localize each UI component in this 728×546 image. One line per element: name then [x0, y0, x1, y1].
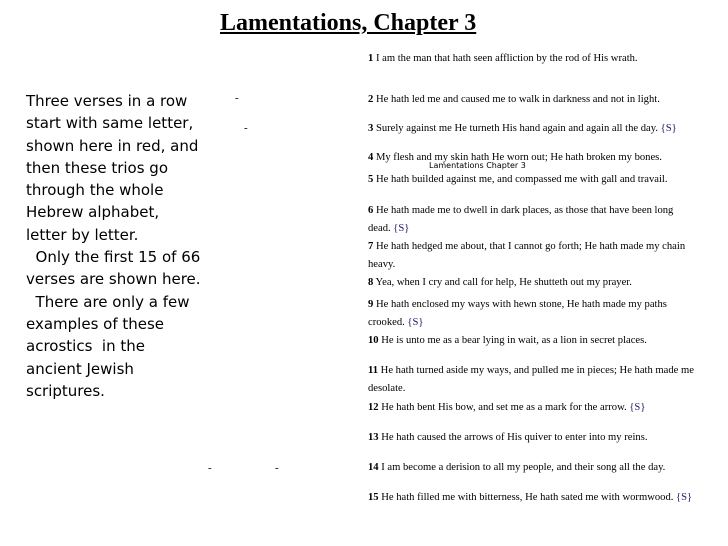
verse-text: He is unto me as a bear lying in wait, as a lion in secret places. [378, 335, 647, 346]
verse-number: 2 [368, 94, 374, 105]
note-paragraph: Three verses in a row start with same letter, shown here in red, and then these trios go through the whole Hebrew alphabet, letter by letter. [26, 92, 204, 244]
verse-text: Yea, when I cry and call for help, He shutteth out my prayer. [373, 277, 632, 288]
verse [368, 332, 698, 350]
verse-number: 4 [368, 152, 374, 163]
verse [368, 91, 698, 109]
verse-number: 5 [368, 174, 374, 185]
verse-number: 6 [368, 205, 374, 216]
verse-text: My flesh and my skin hath He worn out; He hath broken my bones. [373, 152, 662, 163]
verse [368, 171, 698, 189]
verse [368, 459, 698, 477]
verse-number: 3 [368, 123, 374, 134]
verse [368, 489, 698, 507]
verse-number: 7 [368, 241, 374, 252]
verse-text: Surely against me He turneth His hand again and again all the day. [373, 123, 661, 134]
verse [368, 399, 698, 417]
verse-number: 12 [368, 402, 379, 413]
verse-number: 14 [368, 462, 379, 473]
verse-number: 10 [368, 335, 379, 346]
note-paragraph: There are only a few examples of these acrostics in the ancient Jewish scriptures. [26, 292, 195, 400]
verse-number: 15 [368, 492, 379, 503]
verse-text: He hath led me and caused me to walk in darkness and not in light. [373, 94, 660, 105]
verse-text: He hath enclosed my ways with hewn stone, He hath made my paths crooked. [368, 299, 667, 328]
dash-mark: - [235, 92, 239, 104]
chapter-caption: Lamentations Chapter 3 [429, 161, 526, 170]
dash-mark: - [275, 462, 279, 474]
verse-text: He hath builded against me, and compassed me with gall and travail. [373, 174, 668, 185]
verse [368, 274, 698, 292]
dash-mark: - [244, 122, 248, 134]
verse-text: He hath hedged me about, that I cannot go forth; He hath made my chain heavy. [368, 241, 686, 270]
verse [368, 50, 698, 68]
verse [368, 149, 698, 167]
verse-text: He hath caused the arrows of His quiver to enter into my reins. [378, 432, 648, 443]
verse [368, 238, 698, 274]
verse-number: 11 [368, 365, 379, 376]
verse-text: He hath made me to dwell in dark places, as those that have been long dead. [368, 205, 674, 234]
verse-number: 9 [368, 299, 374, 310]
section-marker: {S} [629, 402, 646, 413]
explanatory-note [26, 90, 206, 402]
verse-number: 13 [368, 432, 379, 443]
verse-text: He hath turned aside my ways, and pulled me in pieces; He hath made me desolate. [368, 365, 694, 394]
verse [368, 429, 698, 447]
verse-text: He hath filled me with bitterness, He hath sated me with wormwood. [378, 492, 677, 503]
verse-number: 1 [368, 53, 374, 64]
section-marker: {S} [407, 317, 424, 328]
section-marker: {S} [393, 223, 410, 234]
page-title: Lamentations, Chapter 3 [220, 10, 477, 36]
verse [368, 296, 698, 332]
section-marker: {S} [676, 492, 693, 503]
verse-text: I am the man that hath seen affliction by the rod of His wrath. [373, 53, 638, 64]
verse-text: I am become a derision to all my people, and their song all the day. [378, 462, 666, 473]
verse-number: 8 [368, 277, 374, 288]
note-paragraph: Only the first 15 of 66 verses are shown here. [26, 248, 206, 289]
verse [368, 120, 698, 138]
dash-mark: - [208, 462, 212, 474]
verse-text: He hath bent His bow, and set me as a mark for the arrow. [378, 402, 630, 413]
section-marker: {S} [660, 123, 677, 134]
verse [368, 202, 698, 238]
verse [368, 362, 698, 398]
